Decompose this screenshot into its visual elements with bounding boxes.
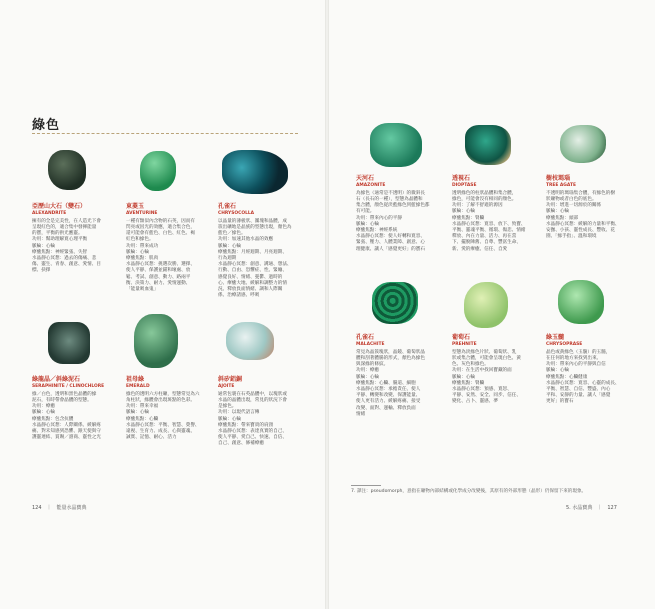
stone-english-name: SERAPHINITE / CLINOCHLORE [32, 383, 105, 389]
tree-agate-entry [546, 175, 632, 240]
dioptase-image [465, 125, 511, 165]
stone-english-name: PREHNITE [452, 341, 477, 347]
right-page-number: 5. 水晶寶典 ｜ 127 [566, 505, 617, 511]
ajoite-image [226, 322, 274, 360]
stone-english-name: EMERALD [126, 383, 150, 389]
chrysoprase-image [558, 280, 604, 324]
malachite-entry [356, 334, 442, 418]
alexandrite-image [48, 150, 86, 190]
footnote: 7. 譯注：pseudomorph，意指在礦物內部結構或化學成分改變後，其原有的外部形態（晶形）仍保留下來的現象。 [351, 489, 587, 494]
stone-name: 透視石 [452, 175, 471, 182]
emerald-image [134, 314, 178, 368]
chrysocolla-image [222, 150, 288, 194]
stone-english-name: TREE AGATE [546, 182, 576, 188]
stone-name: 孔雀石 [356, 334, 375, 341]
book-gutter [325, 0, 329, 609]
seraphinite-image [48, 322, 90, 364]
chrysocolla-entry [218, 203, 304, 299]
ajoite-entry [218, 376, 304, 448]
left-page [0, 0, 327, 609]
stone-english-name: DIOPTASE [452, 182, 477, 188]
stone-description: 常見為晶簇塊狀，晶鏡、葡萄狀晶 體和刮著體腸的形式，顏色為綠色 與深綠的條紋。 功用：療癒 脈輪：心輪 療癒焦點：心臟、腸道、細胞 水晶靜心冥想：承擔責任、使人 平靜、轉變和改變、保護能量、 使人更有活力、緩解疼痛、接受 改變、面對、運輸、釋放負面 情緒 [356, 349, 425, 417]
stone-description: 以晶量的薄板狀、團塊和晶體，成 簇出礦地是晶族的型態出現，顏色為 藍色／綠色。 功用：加速其他水晶的效應 脈輪：心輪 療癒焦點：月經週期、月亮週期、 行為週期 水晶靜心冥想：創意、溝通、想法、 行動、自由、恐懼症、性、緊繃、 感覺良好、情緒、憂鬱、過時的 心、療癒大地、緩解和調整力的情 況、釋放負面情緒、調和人際關 係、治療諸感、呼吸 [218, 218, 292, 299]
stone-english-name: AJOITE [218, 383, 235, 389]
section-title: 綠色 [32, 118, 61, 133]
stone-description: 透明綠色的柱狀晶體和集合體， 綠色，可能會沒有相同的顏色。 功用：了解不舒適的源因 脈輪：心輪 療癒焦點：腎臟 水晶靜心冥想：寬容、放下、致寶、 平衡、靈魂平衡、循環、傷悲、情緒 釋放、內在力量、活力、再在當 下、擺脫陳舊、自尊、豐富生命、 新、愛的療癒、信任、自愛 [452, 190, 526, 252]
stone-description: 為綠色（通常是不透明）的微斜長 石（長石的一種），型態為晶體和 集合體，顏色從淡藍綠色到藍綠色都 有可能。 功用：帶來內心的平靜 脈輪：心輪 療癒焦點：神經系統 水晶靜心冥想：使人好轉和寬容、 緊張、壓力、人體業障、創意、心 理健康、讓人「感覺更好」的寶石 [356, 190, 430, 252]
stone-name: 綠玉髓 [546, 334, 565, 341]
aventurine-image [140, 151, 176, 191]
footnote-divider [351, 485, 381, 486]
tree-agate-image [560, 125, 606, 163]
stone-name: 亞歷山大石（變石） [32, 203, 87, 210]
stone-description: 一種有類似內含物的石英，因而有 閃亮或因光的效應，適合集合色， 還可能會有藍色、白色、紅色、褐 紅色和綠色。 功用：帶來成功 脈輪：心輪 療癒焦點：肌肉 水晶靜心冥想：挑選次勝、選擇、 使人平靜、保護並錨和壞處、放 鬆、考試、創意、動力、路兩平 衡、決策力、耐力、愛情運動、 「能量吸血鬼」 [126, 218, 195, 292]
stone-english-name: CHRYSOPRASE [546, 341, 583, 347]
stone-description: 綠／白色，透明和黑色晶體的綠 泥石，有時帶會晶體的型態。 功用：療癒 脈輪：心輪 療癒焦點：包含抗體 水晶靜心冥想：人際關係、緩解疼 痛、對未知感到恐懼、跟天使與守 護靈連結、賞賜／諮商、靈性之光 [32, 391, 101, 441]
stone-name: 東菱玉 [126, 203, 145, 210]
stone-name: 斜矽鋁銅 [218, 376, 243, 383]
stone-english-name: AMAZONITE [356, 182, 386, 188]
seraphinite-entry [32, 376, 118, 441]
stone-name: 孔雀石 [218, 203, 237, 210]
prehnite-entry [452, 334, 538, 406]
prehnite-image [464, 282, 508, 328]
stone-description: 擁有的全是完美性，在人造光下會 呈現紅色的，適合集中發揮能量 的寶，平衡的供光應靈。 功用：幫助理解寬心理平衡 脈輪：心輪 療癒焦點：神經緊張、失智 水晶靜心冥想：過去的傷痛、悲 傷、靈生、青春、創意、愛情、目 標、抉擇 [32, 218, 101, 274]
stone-description: 不透明的瑪瑙集合體，有綠色的樹 狀礦物或者白色的底色。 功用：增進一切源於的關係 脈輪：心輪 療癒焦點：頭部 水晶靜心冥想：緩解的力量和平衡、 安撫、小孩、靈性成長、豐收、花 園、「綠手指」、溫和環境 [546, 190, 620, 240]
stone-name: 天河石 [356, 175, 375, 182]
stone-description: 綠色的透明六方柱礦，型態常見為六 角柱狀，綠體會出現斑點的色彩。 功用：帶來幸福 脈輪：心輪 療癒焦點：心臟 水晶靜心冥想：平衡、智慧、榮譽、 遠視、生育力、成長、心與靈魂、 誠實、記憶、耐心、活力 [126, 391, 200, 441]
amazonite-image [370, 123, 422, 167]
dioptase-entry [452, 175, 538, 253]
stone-name: 葡萄石 [452, 334, 471, 341]
stone-english-name: ALEXANDRITE [32, 210, 67, 216]
aventurine-entry [126, 203, 212, 293]
stone-description: 晶色或黃綠色（玉髓）的玉髓， 在任何的地方來找到出來。 功用：帶來內心的平靜與自信 脈輪：心輪 療癒焦點：心臟健康 水晶靜心冥想：寬容、心靈的成長、 平衡、智慧、自信、豐盛、內心 平和、安靜的力量、讓人「感覺 更好」的寶石 [546, 349, 620, 405]
left-page-number: 124 ｜ 能量水晶寶典 [32, 505, 87, 511]
chrysoprase-entry [546, 334, 632, 406]
malachite-image [372, 282, 418, 324]
stone-english-name: MALACHITE [356, 341, 385, 347]
stone-description: 通常包裹在石英晶體中，以塊狀或 水晶的晶體出現，常見的狀況下會 是綠色。 功用：以現代語言傳 脈輪：心輪 療癒焦點：帶來寶貴的肩頸 水晶靜心冥想：表達真實的自己、 使人平靜、愛自己、快速、自信、 自己、創意、修補療癒 [218, 391, 287, 447]
alexandrite-entry [32, 203, 118, 275]
emerald-entry [126, 376, 212, 441]
amazonite-entry [356, 175, 442, 253]
stone-name: 樹枝瑪瑙 [546, 175, 571, 182]
stone-name: 綠龍晶／斜綠泥石 [32, 376, 81, 383]
stone-english-name: CHRYSOCOLLA [218, 210, 255, 216]
title-divider [32, 133, 298, 134]
stone-name: 祖母綠 [126, 376, 145, 383]
stone-description: 型態為淡綠色片狀、葡萄狀、乳 狀或集合體，可能會呈現白色、黃 色、灰色和綠色。 功用：在生活中找回寶藏的面 脈輪：心輪 療癒焦點：腎臟 水晶靜心冥想：預感、寬恕、 平靜、安然、安全、同步、信任、 變化、占卜、靈感、夢 [452, 349, 521, 405]
stone-english-name: AVENTURINE [126, 210, 158, 216]
